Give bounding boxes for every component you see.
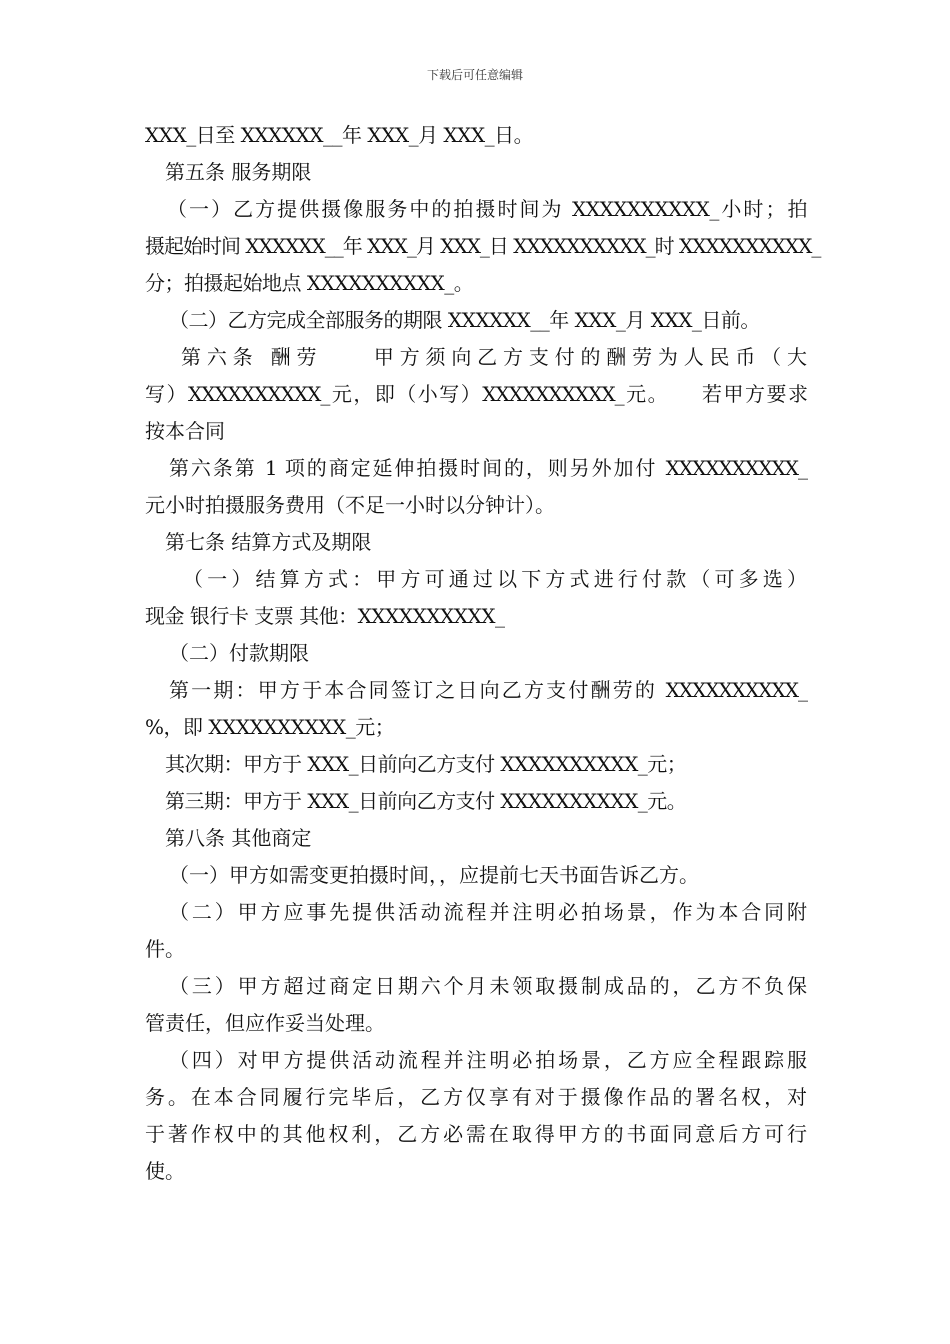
text-line: 第一期：甲方于本合同签订之日向乙方支付酬劳的 XXXXXXXXXX_ (169, 678, 807, 702)
text-line: 现金 银行卡 支票 其他：XXXXXXXXXX_ (145, 604, 505, 628)
text-line: 元小时拍摄服务费用（不足一小时以分钟计）。 (145, 493, 555, 517)
text-line: 管责任，但应作妥当处理。 (145, 1011, 385, 1035)
text-line: （二）甲方应事先提供活动流程并注明必拍场景，作为本合同附 (169, 900, 807, 924)
document-body (145, 117, 821, 1190)
text-line: 按本合同 (145, 419, 225, 443)
text-line: （一）乙方提供摄像服务中的拍摄时间为 XXXXXXXXXX_小时；拍 (167, 197, 807, 221)
text-line: 务。在本合同履行完毕后，乙方仅享有对于摄像作品的署名权，对 (145, 1085, 807, 1109)
section-heading: 第五条 服务期限 (165, 160, 312, 184)
text-line: （三）甲方超过商定日期六个月未领取摄制成品的，乙方不负保 (169, 974, 807, 998)
text-line: 摄起始时间 XXXXXX__年 XXX_月 XXX_日 XXXXXXXXXX_时 XXXXXXXXXX_ (145, 234, 821, 258)
text-line: （一）甲方如需变更拍摄时间，，应提前七天书面告诉乙方。 (169, 863, 699, 887)
text-line: 第三期：甲方于 XXX_日前向乙方支付 XXXXXXXXXX_元。 (165, 789, 687, 813)
text-line: （二）付款期限 (169, 641, 309, 665)
text-line: 其次期：甲方于 XXX_日前向乙方支付 XXXXXXXXXX_元； (165, 752, 687, 776)
text-line: 于著作权中的其他权利，乙方必需在取得甲方的书面同意后方可行 (145, 1122, 807, 1146)
section-heading: 第六条 酬劳 甲方须向乙方支付的酬劳为人民币（大 (181, 345, 807, 369)
text-line: （四）对甲方提供活动流程并注明必拍场景，乙方应全程跟踪服 (169, 1048, 807, 1072)
text-line: 使。 (145, 1159, 185, 1183)
text-line: %，即 XXXXXXXXXX_元； (145, 715, 395, 739)
text-line: 分；拍摄起始地点 XXXXXXXXXX_。 (145, 271, 474, 295)
section-heading: 第八条 其他商定 (165, 826, 312, 850)
text-line: 写）XXXXXXXXXX_元，即（小写）XXXXXXXXXX_元。 若甲方要求 (145, 382, 807, 406)
section-heading: 第七条 结算方式及期限 (165, 530, 372, 554)
text-line: XXX_日至 XXXXXX__年 XXX_月 XXX_日。 (145, 123, 534, 147)
text-line: （一）结算方式：甲方可通过以下方式进行付款（可多选） (183, 567, 807, 591)
text-line: 件。 (145, 937, 185, 961)
page-header: 下载后可任意编辑 (426, 68, 523, 82)
text-line: 第六条第 1 项的商定延伸拍摄时间的，则另外加付 XXXXXXXXXX_ (169, 456, 807, 480)
text-line: （二）乙方完成全部服务的期限 XXXXXX__年 XXX_月 XXX_日前。 (169, 308, 760, 332)
